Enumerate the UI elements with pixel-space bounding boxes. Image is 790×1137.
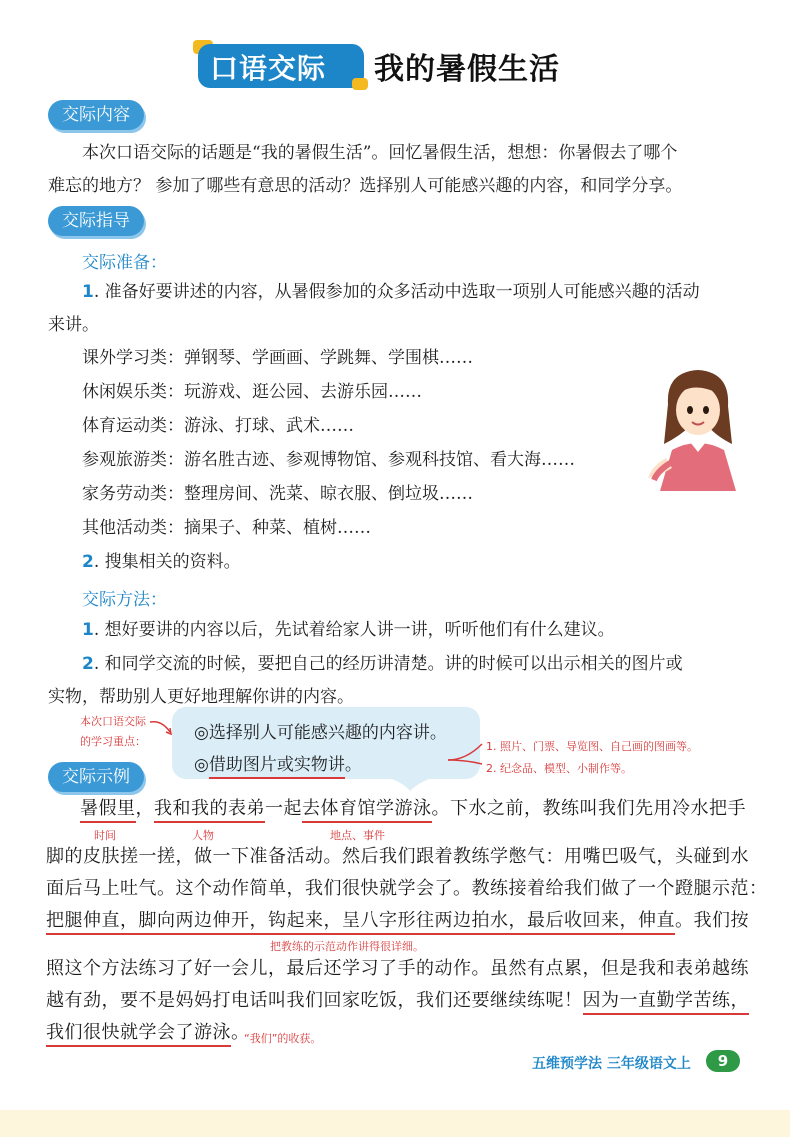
category-item: 休闲娱乐类：玩游戏、逛公园、去游乐园…… <box>82 382 422 402</box>
annotation-detail: 把教练的示范动作讲得很详细。 <box>270 940 424 953</box>
girl-illustration <box>646 366 746 491</box>
section-label-content: 交际内容 <box>48 100 144 130</box>
example-result-underlined: 我们很快就学会了游泳 <box>46 1022 231 1047</box>
example-line-7 <box>46 1021 250 1045</box>
category-item: 参观旅游类：游名胜古迹、参观博物馆、参观科技馆、看大海…… <box>82 450 575 470</box>
method-item-1 <box>82 619 615 641</box>
example-line-6 <box>46 989 749 1013</box>
keypoint-punct: 。 <box>344 755 362 775</box>
category-item: 体育运动类：游泳、打球、武术…… <box>82 416 354 436</box>
prep-item-2-text: . 搜集相关的资料。 <box>93 552 241 572</box>
prep-heading: 交际准备： <box>82 253 167 273</box>
brace-arrow-icon <box>446 738 486 768</box>
example-detail-underlined: 把腿伸直，脚向两边伸开，钩起来，呈八字形往两边拍水，最后收回来，伸直 <box>46 910 675 935</box>
pointer-arrow-icon <box>148 718 174 740</box>
example-place-phrase: 去体育馆学游泳 <box>302 798 432 823</box>
example-time-phrase: 暑假里 <box>80 798 136 823</box>
page-number: 9 <box>706 1050 740 1072</box>
example-result-underlined: 因为一直勤学苦练， <box>583 990 750 1015</box>
section-label-example: 交际示例 <box>48 762 144 792</box>
example-line-5: 照这个方法练习了好一会儿，最后还学习了手的动作。虽然有点累，但是我和表弟越练 <box>46 958 749 979</box>
example-text: 越有劲，要不是妈妈打电话叫我们回家吃饭，我们还要继续练呢！ <box>46 990 583 1011</box>
category-item: 课外学习类：弹钢琴、学画画、学跳舞、学围棋…… <box>82 348 473 368</box>
category-item: 其他活动类：摘果子、种菜、植树…… <box>82 518 371 538</box>
page-title: 我的暑假生活 <box>374 52 560 87</box>
example-line-4 <box>46 909 749 933</box>
bottom-strip <box>0 1110 790 1137</box>
example-line-2: 脚的皮肤搓一搓，做一下准备活动。然后我们跟着教练学憋气：用嘴巴吸气，头碰到水 <box>46 846 749 867</box>
example-punct: ， <box>135 798 154 819</box>
example-line-1 <box>80 797 746 821</box>
keypoint-bullet: ◎ <box>194 755 209 775</box>
section-label-guide: 交际指导 <box>48 206 144 236</box>
category-item: 家务劳动类：整理房间、洗菜、晾衣服、倒垃圾…… <box>82 484 473 504</box>
method-item-1-number: 1 <box>82 620 94 640</box>
content-paragraph-line2: 难忘的地方？ 参加了哪些有意思的活动？选择别人可能感兴趣的内容，和同学分享。 <box>48 176 683 196</box>
prep-item-2-number: 2 <box>82 552 94 572</box>
keypoint-box-tail <box>380 775 440 791</box>
annotation-time: 时间 <box>94 829 116 842</box>
example-text: 。下水之前，教练叫我们先用冷水把手 <box>431 798 746 819</box>
lesson-type-label: 口语交际 <box>210 52 327 85</box>
keypoint-line-1: ◎选择别人可能感兴趣的内容讲。 <box>194 723 447 743</box>
example-text: 。我们按 <box>675 910 749 931</box>
prep-item-1-line1 <box>82 281 700 303</box>
method-item-1-text: . 想好要讲的内容以后，先试着给家人讲一讲，听听他们有什么建议。 <box>93 620 615 640</box>
prep-item-2 <box>82 551 241 573</box>
title-decoration <box>352 78 368 90</box>
method-heading: 交际方法： <box>82 590 167 610</box>
prep-item-1-number: 1 <box>82 282 94 302</box>
keypoint-annotation-1: 1. 照片、门票、导览图、自己画的图画等。 <box>486 740 698 753</box>
annotation-place-event: 地点、事件 <box>330 829 385 842</box>
example-line-3: 面后马上吐气。这个动作简单，我们很快就学会了。教练接着给我们做了一个蹬腿示范： <box>46 878 768 899</box>
prep-item-1-text: . 准备好要讲述的内容，从暑假参加的众多活动中选取一项别人可能感兴趣的活动 <box>93 282 700 302</box>
prep-item-1-line2: 来讲。 <box>48 315 99 335</box>
keypoint-underlined: 借助图片或实物讲 <box>209 755 345 779</box>
annotation-people: 人物 <box>192 829 214 842</box>
method-item-2-text: . 和同学交流的时候，要把自己的经历讲清楚。讲的时候可以出示相关的图片或 <box>93 654 683 674</box>
method-item-2-line1 <box>82 653 683 675</box>
keypoint-annotation-2: 2. 纪念品、模型、小制作等。 <box>486 762 632 775</box>
method-item-2-number: 2 <box>82 654 94 674</box>
example-text: 。 <box>231 1022 250 1043</box>
example-text: 一起 <box>265 798 302 819</box>
keypoint-side-note: 本次口语交际 <box>80 715 146 728</box>
keypoint-side-note: 的学习重点： <box>80 735 146 748</box>
content-paragraph-line1: 本次口语交际的话题是“我的暑假生活”。回忆暑假生活，想想：你暑假去了哪个 <box>82 143 678 163</box>
method-item-2-line2: 实物，帮助别人更好地理解你讲的内容。 <box>48 687 354 707</box>
annotation-gain: “我们”的收获。 <box>244 1032 322 1045</box>
book-footer: 五维预学法 三年级语文上 <box>532 1056 691 1072</box>
lesson-type-badge <box>198 44 364 88</box>
example-people-phrase: 我和我的表弟 <box>154 798 265 823</box>
keypoint-line-2 <box>194 750 362 775</box>
